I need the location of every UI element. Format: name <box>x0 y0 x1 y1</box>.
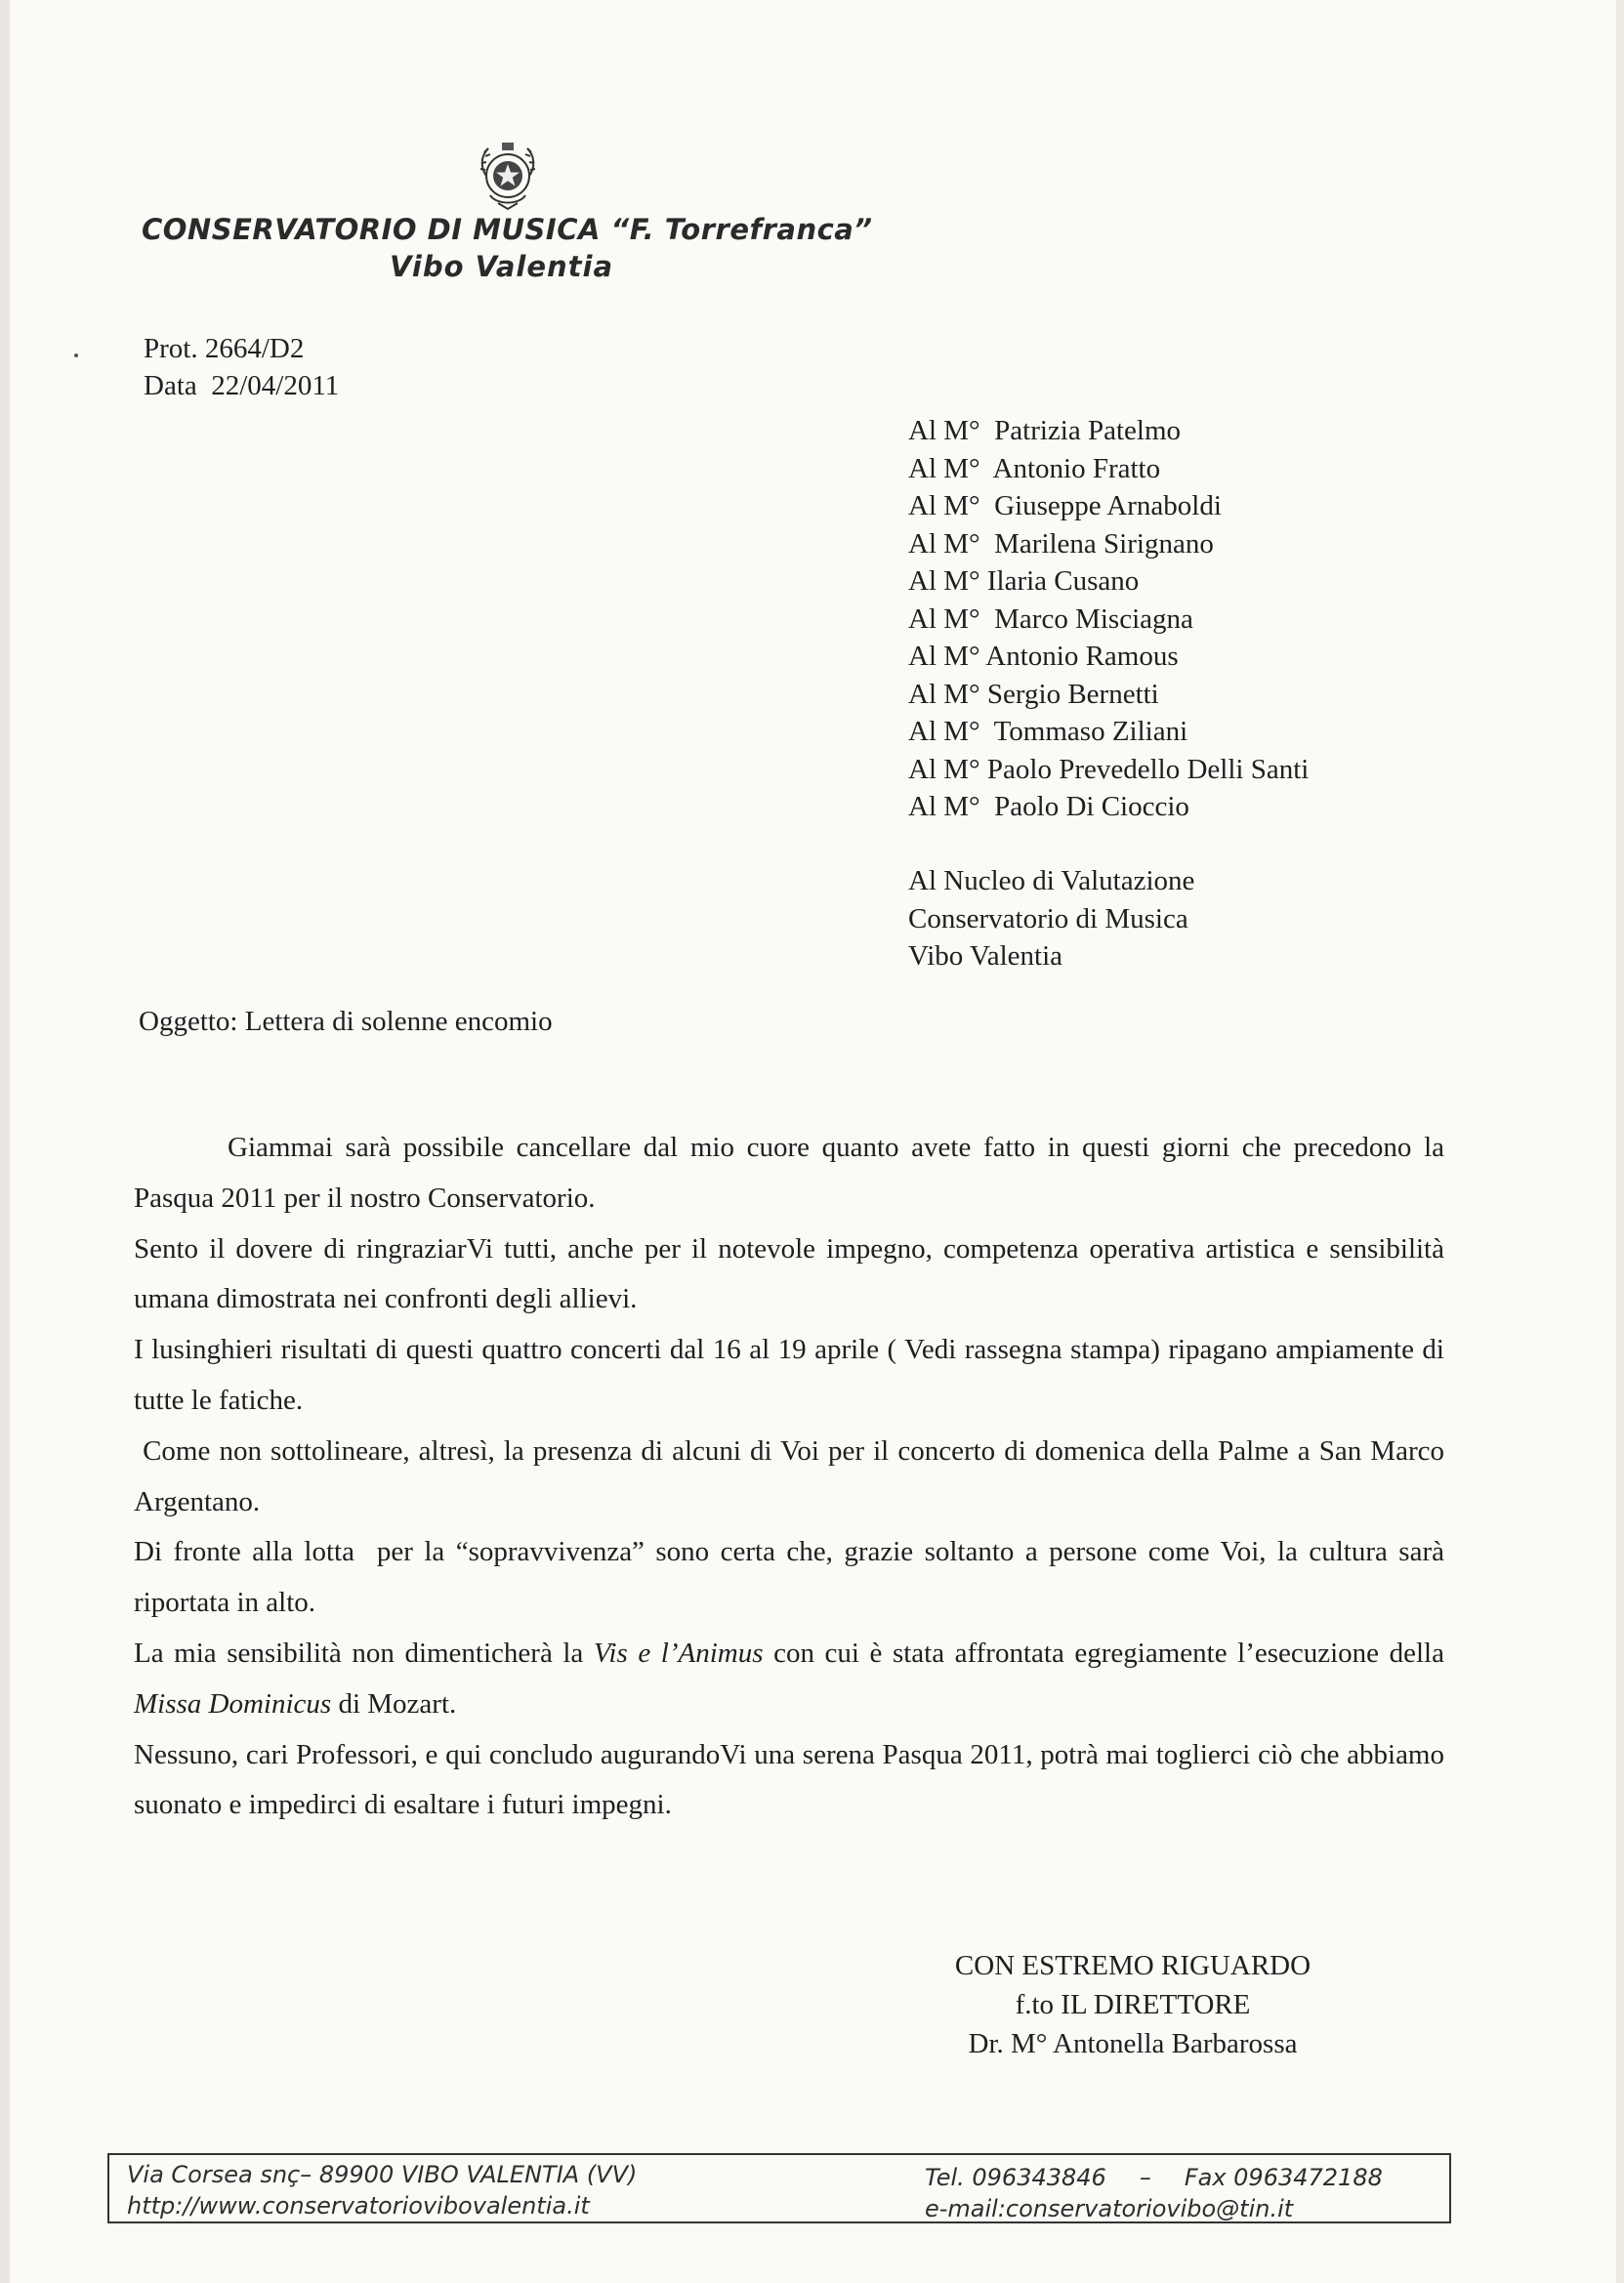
footer-dash: – <box>1139 2164 1151 2191</box>
body-paragraph: Come non sottolineare, altresì, la presenza di alcuni di Voi per il concerto di domenica della Palme a San Marco Argentano. <box>134 1434 1450 1517</box>
recipient-item: Al M° Sergio Bernetti <box>908 678 1159 710</box>
body-text-span: La mia sensibilità non dimenticherà la <box>134 1637 594 1669</box>
body-paragraph: I lusinghieri risultati di questi quattro concerti dal 16 al 19 aprile ( Vedi rassegna stampa) ripagano ampiamente di tutte le fatiche. <box>134 1334 1444 1416</box>
protocol-date: Data 22/04/2011 <box>144 370 340 401</box>
signer-name: Dr. M° Antonella Barbarossa <box>968 2028 1298 2059</box>
footer-address: Via Corsea snç– 89900 VIBO VALENTIA (VV) <box>127 2161 638 2188</box>
footer-email-link[interactable]: e-mail:conservatoriovibo@tin.it <box>925 2195 1294 2222</box>
institution-name: CONSERVATORIO DI MUSICA “F. Torrefranca” <box>142 213 873 246</box>
recipient-item: Al M° Giuseppe Arnaboldi <box>908 490 1222 521</box>
recipients-list <box>908 412 1309 826</box>
footer-right <box>925 2162 1383 2224</box>
nucleo-line: Vibo Valentia <box>908 940 1062 972</box>
protocol-block <box>144 330 339 404</box>
body-paragraph: Nessuno, cari Professori, e qui concludo augurandoVi una serena Pasqua 2011, potrà mai toglierci ciò che abbiamo suonato e impedirci di esaltare i futuri impegni. <box>134 1738 1444 1821</box>
footer-tel: Tel. 096343846 <box>925 2164 1106 2191</box>
letter-body <box>134 1123 1452 1831</box>
recipient-item: Al M° Antonio Fratto <box>908 452 1161 484</box>
letterhead <box>142 213 873 283</box>
body-paragraph: Giammai sarà possibile cancellare dal mio cuore quanto avete fatto in questi giorni che precedono la Pasqua 2011 per il nostro Conservatorio. <box>134 1132 1444 1214</box>
nucleo-line: Al Nucleo di Valutazione <box>908 865 1195 896</box>
footer-left <box>127 2159 637 2221</box>
body-italic-span: Vis e l’Animus <box>593 1637 764 1669</box>
footer-website-link[interactable]: http://www.conservatoriovibovalentia.it <box>127 2192 590 2220</box>
footer-box <box>107 2153 1451 2223</box>
margin-dot <box>74 353 78 357</box>
letter-subject: Oggetto: Lettera di solenne encomio <box>139 1006 553 1037</box>
recipient-item: Al M° Marco Misciagna <box>908 602 1193 635</box>
recipient-item: Al M° Antonio Ramous <box>908 641 1179 672</box>
recipient-item: Al M° Paolo Di Cioccio <box>908 791 1189 822</box>
protocol-number: Prot. 2664/D2 <box>144 333 305 364</box>
nucleo-line: Conservatorio di Musica <box>908 902 1188 934</box>
recipient-item: Al M° Paolo Prevedello Delli Santi <box>908 753 1310 785</box>
nucleo-recipient <box>908 862 1194 975</box>
body-paragraph: Di fronte alla lotta per la “sopravvivenza” sono certa che, grazie soltanto a persone come Voi, la cultura sarà riportata in alto. <box>134 1536 1452 1619</box>
body-italic-span: Missa Dominicus <box>134 1687 332 1720</box>
footer-fax: Fax 0963472188 <box>1184 2164 1383 2191</box>
recipient-item: Al M° Patrizia Patelmo <box>908 415 1181 446</box>
body-text-span: con cui è stata affrontata egregiamente l’esecuzione della <box>763 1637 1452 1669</box>
italian-republic-emblem-icon <box>473 139 543 215</box>
recipient-item: Al M° Marilena Sirignano <box>908 527 1214 560</box>
signature-block <box>879 1946 1387 2063</box>
body-paragraph <box>134 1629 1452 1730</box>
closing-salutation: CON ESTREMO RIGUARDO <box>954 1950 1312 1981</box>
body-text-span: di Mozart. <box>331 1687 457 1720</box>
signer-title: f.to IL DIRETTORE <box>1015 1989 1251 2020</box>
body-paragraph: Sento il dovere di ringraziarVi tutti, anche per il notevole impegno, competenza operativa artistica e sensibilità umana dimostrata nei confronti degli allievi. <box>134 1232 1444 1315</box>
footer-phone-line <box>925 2162 1383 2193</box>
recipient-item: Al M° Ilaria Cusano <box>908 565 1140 597</box>
recipient-item: Al M° Tommaso Ziliani <box>908 716 1188 747</box>
institution-city: Vibo Valentia <box>390 250 614 283</box>
